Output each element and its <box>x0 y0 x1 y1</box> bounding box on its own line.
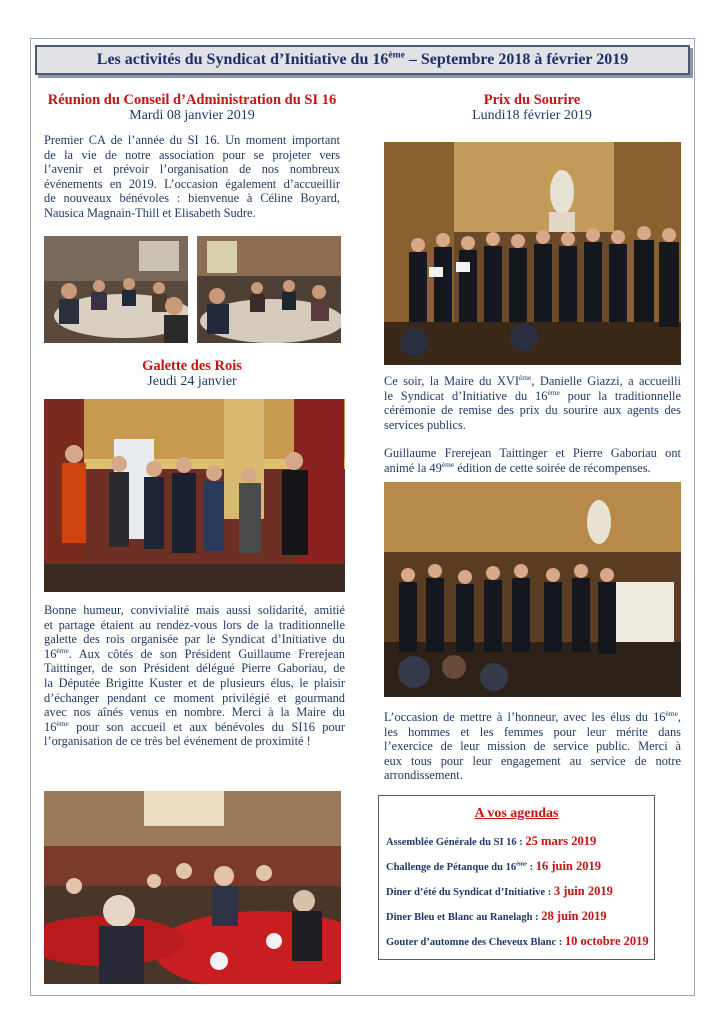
ca-paragraph <box>44 133 340 221</box>
galette-line: Bonne humeur, convivialité mais aussi solidarité, amitié <box>44 603 345 617</box>
agenda-item: Gouter d’automne des Cheveux Blanc : 10 octobre 2019 <box>386 934 649 948</box>
prix-paragraph-1 <box>384 374 681 432</box>
galette-line: d’échanger pendant ce moment privilégié et gourmand <box>44 690 345 705</box>
galette-line: galette des rois organisée par le Syndicat d’Initiative du <box>44 632 345 647</box>
galette-line: 16ème. Aux côtés de son Président Guillaume Frerejean <box>44 645 345 661</box>
galette-date: Jeudi 24 janvier <box>147 374 237 389</box>
prix-line: Guillaume Frerejean Taittinger et Pierre Gaboriau ont <box>384 446 681 460</box>
prix-line: L’occasion de mettre à l’honneur, avec les élus du 16ème, <box>384 708 681 724</box>
ca-line: événements en 2019. L’occasion également d’accueillir <box>44 176 340 191</box>
prix-title: Prix du Sourire <box>483 92 581 108</box>
galette-line: avec nos aînés venus en nombre. Merci à la Maire du <box>44 705 345 720</box>
ca-line: l’avenir et prévoir l’organisation de nos nombreux <box>44 162 340 177</box>
galette-line: 16ème pour son accueil et aux bénévoles du SI16 pour <box>44 718 345 734</box>
prix-paragraph-3 <box>384 710 681 783</box>
agenda-box <box>378 795 655 960</box>
prix-line: le Syndicat d’Initiative du 16ème pour la traditionnelle <box>384 387 681 403</box>
prix-line: cérémonie de remise des prix du sourire aux agents des <box>384 403 681 418</box>
galette-group-photo <box>44 399 345 592</box>
agenda-item: Diner d’été du Syndicat d’Initiative : 3 juin 2019 <box>386 884 613 898</box>
prix-ceremony-photo <box>384 482 681 697</box>
ca-date: Mardi 08 janvier 2019 <box>129 108 255 123</box>
header-banner <box>35 45 690 75</box>
page-title: Les activités du Syndicat d’Initiative du 16ème – Septembre 2018 à février 2019 <box>96 49 629 68</box>
agenda-title: A vos agendas <box>474 806 559 821</box>
prix-line: eux tous pour leur engagement au service de notre <box>384 753 681 768</box>
prix-line: les hommes et les femmes pour leur mérite dans <box>384 724 681 739</box>
agenda-item: Challenge de Pétanque du 16ème : 16 juin 2019 <box>386 859 601 873</box>
ca-meeting-photo-2 <box>197 236 341 343</box>
galette-line: la Députée Brigitte Kuster et de plusieurs élus, le plaisir <box>44 675 345 690</box>
galette-dinner-photo <box>44 791 341 984</box>
ca-line: Premier CA de l’année du SI 16. Un moment important <box>44 133 340 147</box>
prix-date: Lundi18 février 2019 <box>472 108 592 123</box>
prix-line: animé la 49ème édition de cette soirée de récompenses. <box>384 459 651 475</box>
galette-line: l’organisation de ce très bel événement de proximité ! <box>44 734 311 749</box>
prix-group-photo <box>384 142 681 365</box>
galette-title: Galette des Rois <box>142 358 242 374</box>
prix-line: l’exercice de leur mission de service public. Merci à <box>384 739 681 754</box>
agenda-item: Diner Bleu et Blanc au Ranelagh : 28 juin 2019 <box>386 909 607 923</box>
prix-line: arrondissement. <box>384 768 463 783</box>
galette-paragraph <box>44 603 345 749</box>
galette-line: et partage étaient au rendez-vous lors de la traditionnelle <box>44 617 345 632</box>
ca-line: de nouveaux bénévoles : bienvenue à Céline Boyard, <box>44 191 340 206</box>
ca-title: Réunion du Conseil d’Administration du SI 16 <box>47 92 337 108</box>
prix-paragraph-2 <box>384 446 681 475</box>
prix-line: services publics. <box>384 417 466 432</box>
ca-line: de la vie de notre association pour se projeter vers <box>44 147 340 162</box>
ca-meeting-photo-1 <box>44 236 188 343</box>
galette-line: Taittinger, de son Président délégué Pierre Gaboriau, de <box>44 661 345 676</box>
ca-line: Nausica Magnain-Thill et Elisabeth Sudre. <box>44 205 256 220</box>
prix-line: Ce soir, la Maire du XVIème, Danielle Giazzi, a accueilli <box>384 372 681 388</box>
agenda-item: Assemblée Générale du SI 16 : 25 mars 2019 <box>386 834 597 848</box>
